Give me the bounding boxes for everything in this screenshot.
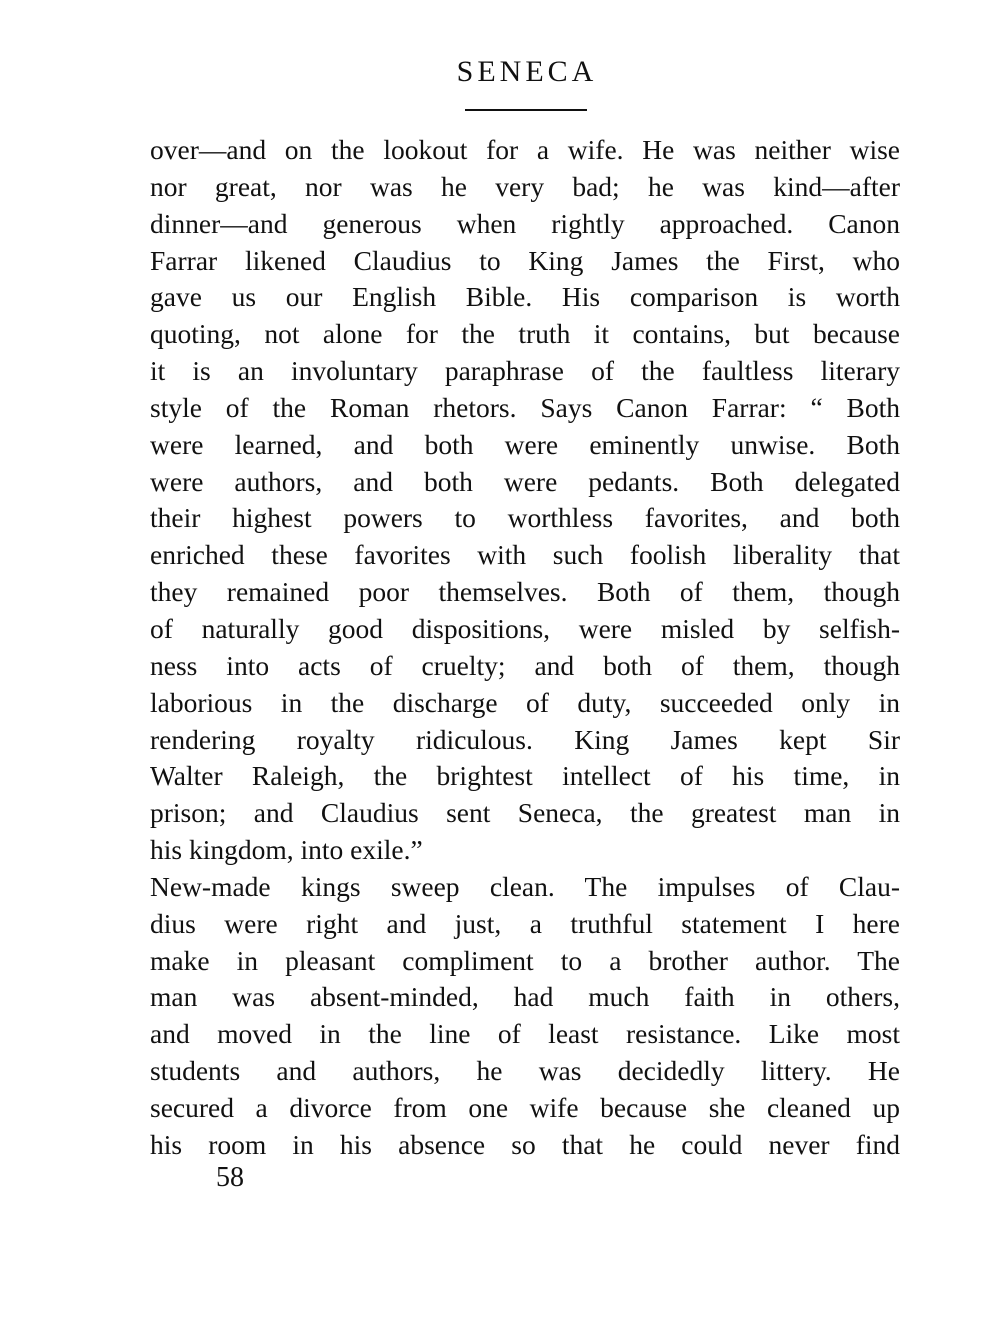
text-line: rendering royalty ridiculous. King James kept Sir (150, 723, 900, 755)
text-line: gave us our English Bible. His comparison is worth (150, 281, 900, 313)
text-line: and moved in the line of least resistance. Like most (150, 1018, 900, 1050)
text-line: New-made kings sweep clean. The impulses of Clau- (150, 870, 900, 902)
text-line: enriched these favorites with such foolish liberality that (150, 539, 900, 571)
text-line: secured a divorce from one wife because she cleaned up (150, 1091, 900, 1123)
text-line: Farrar likened Claudius to King James the First, who (150, 244, 900, 276)
text-line: Walter Raleigh, the brightest intellect of his time, in (150, 760, 900, 792)
text-line: prison; and Claudius sent Seneca, the greatest man in (150, 797, 900, 829)
text-line: it is an involuntary paraphrase of the faultless literary (150, 355, 900, 387)
text-line: were learned, and both were eminently unwise. Both (150, 428, 900, 460)
text-line: they remained poor themselves. Both of them, though (150, 576, 900, 608)
text-line: were authors, and both were pedants. Both delegated (150, 465, 900, 497)
page-number: 58 (216, 1162, 244, 1193)
text-line: over—and on the lookout for a wife. He was neither wise (150, 134, 900, 165)
text-line: ness into acts of cruelty; and both of them, though (150, 649, 900, 681)
text-line: man was absent-minded, had much faith in others, (150, 981, 900, 1013)
text-line: make in pleasant compliment to a brother author. The (150, 944, 900, 976)
text-line: laborious in the discharge of duty, succeeded only in (150, 686, 900, 718)
text-line: style of the Roman rhetors. Says Canon Farrar: “ Both (150, 391, 900, 423)
text-line: students and authors, he was decidedly littery. He (150, 1055, 900, 1087)
header-rule (465, 109, 587, 111)
text-line: dinner—and generous when rightly approached. Canon (150, 207, 900, 239)
text-line: of naturally good dispositions, were misled by selfish- (150, 612, 900, 644)
text-line: his kingdom, into exile.” (150, 834, 423, 866)
text-line: their highest powers to worthless favorites, and both (150, 502, 900, 534)
text-line: nor great, nor was he very bad; he was kind—after (150, 170, 900, 202)
text-line: his room in his absence so that he could never find (150, 1128, 900, 1160)
text-line: dius were right and just, a truthful statement I here (150, 907, 900, 939)
body-text (150, 132, 900, 1164)
running-head: SENECA (456, 55, 598, 88)
text-line: quoting, not alone for the truth it contains, but because (150, 318, 900, 350)
